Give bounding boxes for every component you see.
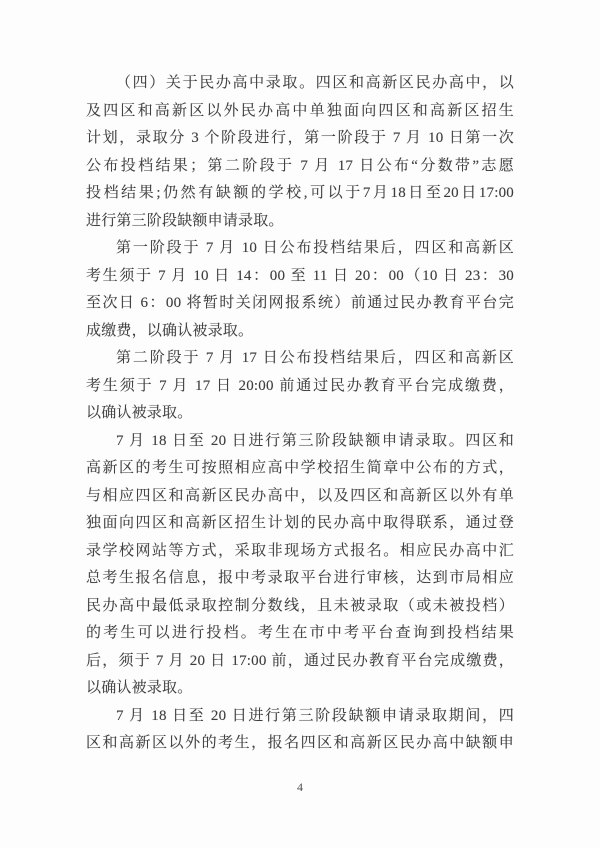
text-line: 公布投档结果；第二阶段于 7 月 17 日公布“分数带”志愿 <box>86 157 514 174</box>
text-line: 至次日 6：00 将暂时关闭网报系统）前通过民办教育平台完 <box>86 295 514 311</box>
text-line: 投档结果;仍然有缺额的学校,可以于7月18日至20日17:00 <box>86 185 514 201</box>
text-line: 的考生可以进行投档。考生在市中考平台查询到投档结果 <box>86 625 514 641</box>
text-line: 考生须于 7 月 10 日 14：00 至 11 日 20：00（10 日 23：30 <box>86 267 514 284</box>
text-line: 第一阶段于 7 月 10 日公布投档结果后，四区和高新区 <box>116 240 514 256</box>
text-line: 及四区和高新区以外民办高中单独面向四区和高新区招生 <box>86 102 514 119</box>
text-line: 以确认被录取。 <box>86 680 193 696</box>
text-line: 与相应四区和高新区民办高中，以及四区和高新区以外有单 <box>86 487 514 504</box>
text-line: 独面向四区和高新区招生计划的民办高中取得联系，通过登 <box>86 515 514 531</box>
paragraph <box>86 345 514 428</box>
text-line: 第二阶段于 7 月 17 日公布投档结果后，四区和高新区 <box>116 350 514 366</box>
paragraph <box>86 70 514 235</box>
text-line: 后，须于 7 月 20 日 17:00 前，通过民办教育平台完成缴费， <box>86 652 514 669</box>
document-body <box>86 70 514 758</box>
paragraph <box>86 428 514 703</box>
paragraph <box>86 235 514 345</box>
text-line: 民办高中最低录取控制分数线，且未被录取（或未被投档） <box>86 597 514 614</box>
text-line: 区和高新区以外的考生，报名四区和高新区民办高中缺额申 <box>86 735 514 751</box>
text-line: 进行第三阶段缺额申请录取。 <box>86 212 284 229</box>
text-line: 高新区的考生可按照相应高中学校招生简章中公布的方式， <box>86 460 514 476</box>
text-line: 总考生报名信息，报中考录取平台进行审核，达到市局相应 <box>86 570 514 586</box>
page-number: 4 <box>297 780 303 794</box>
text-line: 成缴费，以确认被录取。 <box>86 322 254 339</box>
paragraph <box>86 703 514 758</box>
text-line: 7 月 18 日至 20 日进行第三阶段缺额申请录取期间，四 <box>116 707 514 724</box>
text-line: 录学校网站等方式，采取非现场方式报名。相应民办高中汇 <box>86 542 514 559</box>
text-line: （四）关于民办高中录取。四区和高新区民办高中，以 <box>116 75 514 91</box>
text-line: 计划，录取分 3 个阶段进行，第一阶段于 7 月 10 日第一次 <box>86 130 514 146</box>
text-line: 以确认被录取。 <box>86 405 193 421</box>
text-line: 7 月 18 日至 20 日进行第三阶段缺额申请录取。四区和 <box>116 432 514 449</box>
text-line: 考生须于 7 月 17 日 20:00 前通过民办教育平台完成缴费， <box>86 377 514 394</box>
